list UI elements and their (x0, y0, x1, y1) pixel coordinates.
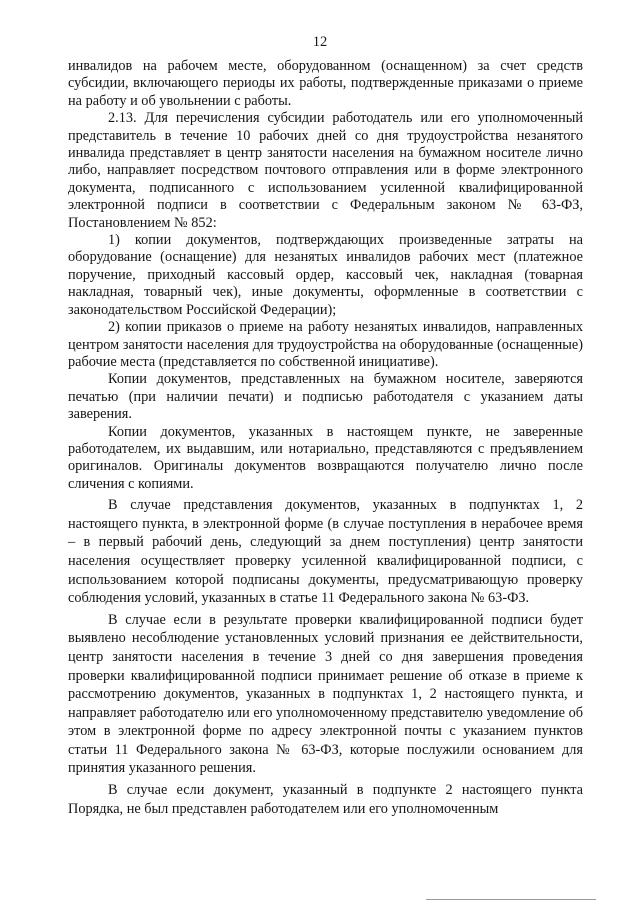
paragraph-copies-certified: Копии документов, представленных на бумажном носителе, заверяются печатью (при наличии печати) и подписью работодателя с указанием даты заверения. (68, 371, 583, 423)
bottom-rule (426, 899, 596, 900)
paragraph-electronic-verification: В случае представления документов, указанных в подпунктах 1, 2 настоящего пункта, в электронной форме (в случае поступления в нерабочее время – в первый рабочий день, следующий за днем поступления) центр занятости населения осуществляет проверку усиленной квалифицированной подписи, с использованием которой подписаны документы, предусматривающую проверку соблюдения условий, указанных в статье 11 Федерального закона № 63-ФЗ. (68, 497, 583, 607)
paragraph-clause-2-13: 2.13. Для перечисления субсидии работодатель или его уполномоченный представитель в течение 10 рабочих дней со дня трудоустройства незанятого инвалида представляет в центр занятости населения на бумажном носителе лично либо, направляет посредством почтового отправления или в форме электронного документа, подписанного с использованием усиленной квалифицированной электронной подписи в соответствии с Федеральным законом № 63-ФЗ, Постановлением № 852: (68, 110, 583, 231)
document-body (68, 58, 583, 818)
page-number: 12 (312, 34, 328, 50)
paragraph-continuation: инвалидов на рабочем месте, оборудованном (оснащенном) за счет средств субсидии, включающего периоды их работы, подтвержденные приказами о приеме на работу и об увольнении с работы. (68, 58, 583, 109)
paragraph-signature-check-result: В случае если в результате проверки квалифицированной подписи будет выявлено несоблюдение установленных условий признания ее действительности, центр занятости населения в течение 3 дней со дня завершения проведения проверки квалифицированной подписи принимает решение об отказе в приеме к рассмотрению документов, указанных в подпунктах 1, 2 настоящего пункта, и направляет работодателю или его уполномоченному представителю уведомление об этом в электронной форме по адресу электронной почты с указанием пунктов статьи 11 Федерального закона № 63-ФЗ, которые послужили основанием для принятия указанного решения. (68, 611, 583, 777)
paragraph-copies-not-certified: Копии документов, указанных в настоящем пункте, не заверенные работодателем, их выдавшим, или нотариально, представляются с предъявлением оригиналов. Оригиналы документов возвращаются получателю лично после сличения с копиями. (68, 423, 583, 492)
paragraph-item-1: 1) копии документов, подтверждающих произведенные затраты на оборудование (оснащение) для незанятых инвалидов рабочих мест (платежное поручение, приходный кассовый ордер, кассовый чек, накладная (товарная накладная, товарный чек), иные документы, оформленные в соответствии с законодательством Российской Федерации); (68, 232, 583, 318)
paragraph-item-2: 2) копии приказов о приеме на работу незанятых инвалидов, направленных центром занятости населения для трудоустройства на оборудованные (оснащенные) рабочие места (представляется по собственной инициативе). (68, 319, 583, 370)
paragraph-document-not-submitted: В случае если документ, указанный в подпункте 2 настоящего пункта Порядка, не был представлен работодателем или его уполномоченным (68, 782, 583, 817)
